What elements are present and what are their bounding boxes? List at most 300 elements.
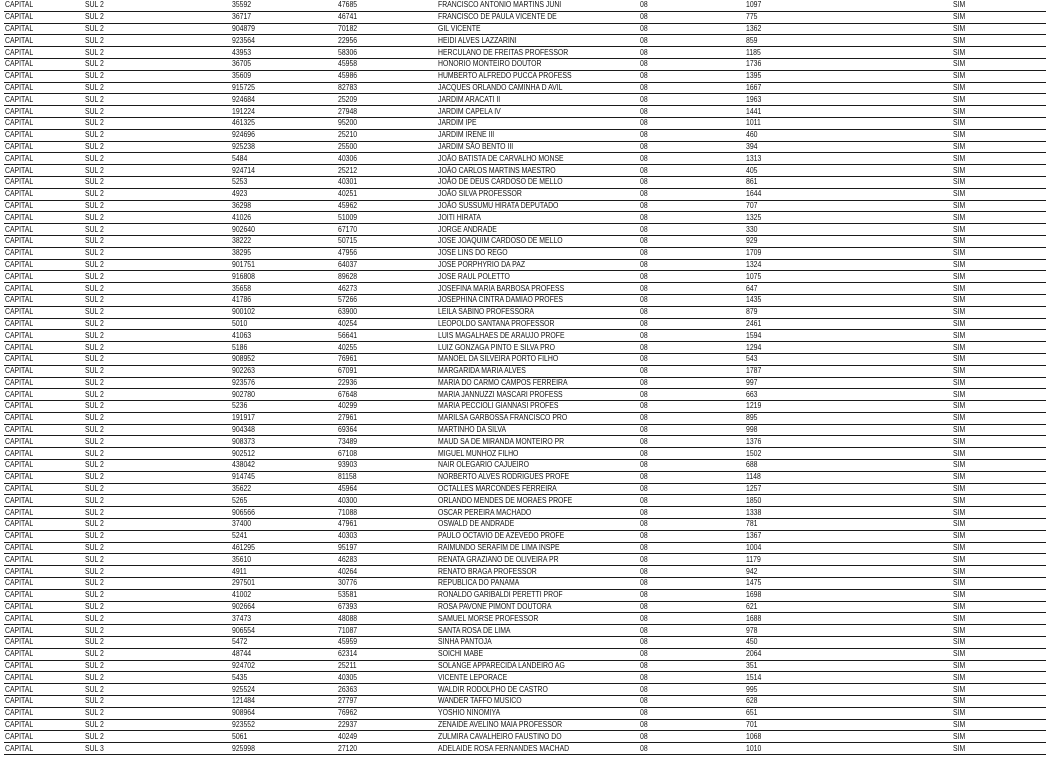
code-cell-text: 906554: [232, 625, 255, 635]
table-row: [4, 212, 1046, 224]
table-row: [4, 70, 1046, 82]
code-cell: [231, 519, 337, 531]
region-cell-text: CAPITAL: [5, 307, 34, 317]
school-name-cell: [437, 471, 639, 483]
grade-cell: [639, 35, 745, 47]
count-cell-text: 1698: [746, 590, 762, 600]
code-cell: [231, 601, 337, 613]
code-cell-text: 41002: [232, 590, 252, 600]
count-cell-text: 1362: [746, 23, 762, 33]
status-cell-text: SIM: [953, 413, 966, 423]
code-cell-text: 36298: [232, 200, 252, 210]
count-cell-text: 879: [746, 307, 758, 317]
district-cell-text: SUL 2: [85, 637, 104, 647]
district-cell: [84, 235, 231, 247]
school-name-cell: [437, 353, 639, 365]
region-cell: [4, 401, 84, 413]
grade-cell-text: 08: [640, 106, 648, 116]
region-cell: [4, 58, 84, 70]
region-cell: [4, 11, 84, 23]
grade-cell-text: 08: [640, 318, 648, 328]
grade-cell: [639, 424, 745, 436]
count-cell: [745, 731, 952, 743]
district-cell-text: SUL 2: [85, 200, 104, 210]
region-cell: [4, 507, 84, 519]
table-row: [4, 365, 1046, 377]
grade-cell: [639, 259, 745, 271]
count-cell: [745, 495, 952, 507]
district-cell: [84, 294, 231, 306]
code-cell-text: 36717: [232, 12, 252, 22]
id-cell-text: 67091: [338, 366, 358, 376]
grade-cell: [639, 554, 745, 566]
table-row: [4, 11, 1046, 23]
id-cell-text: 62314: [338, 649, 358, 659]
status-cell-text: SIM: [953, 495, 966, 505]
count-cell: [745, 412, 952, 424]
code-cell: [231, 731, 337, 743]
status-cell: [952, 353, 1046, 365]
id-cell: [337, 542, 437, 554]
school-name-cell: [437, 448, 639, 460]
table-row: [4, 507, 1046, 519]
code-cell-text: 924714: [232, 165, 255, 175]
status-cell-text: SIM: [953, 165, 966, 175]
grade-cell-text: 08: [640, 448, 648, 458]
region-cell-text: CAPITAL: [5, 130, 34, 140]
code-cell-text: 914745: [232, 472, 255, 482]
region-cell-text: CAPITAL: [5, 259, 34, 269]
district-cell-text: SUL 2: [85, 318, 104, 328]
grade-cell-text: 08: [640, 271, 648, 281]
id-cell: [337, 259, 437, 271]
id-cell: [337, 471, 437, 483]
region-cell: [4, 495, 84, 507]
school-name-cell: [437, 377, 639, 389]
id-cell-text: 45959: [338, 637, 358, 647]
status-cell-text: SIM: [953, 224, 966, 234]
district-cell: [84, 719, 231, 731]
count-cell-text: 1475: [746, 578, 762, 588]
school-name-cell-text: JOÃO DE DEUS CARDOSO DE MELLO: [438, 177, 563, 187]
count-cell-text: 997: [746, 377, 758, 387]
id-cell: [337, 365, 437, 377]
count-cell: [745, 200, 952, 212]
code-cell: [231, 743, 337, 755]
count-cell: [745, 47, 952, 59]
region-cell: [4, 589, 84, 601]
region-cell: [4, 672, 84, 684]
code-cell: [231, 129, 337, 141]
school-name-cell: [437, 35, 639, 47]
school-name-cell-text: JACQUES ORLANDO CAMINHA D AVIL: [438, 82, 563, 92]
table-row: [4, 660, 1046, 672]
id-cell: [337, 672, 437, 684]
code-cell: [231, 672, 337, 684]
district-cell-text: SUL 2: [85, 354, 104, 364]
status-cell: [952, 117, 1046, 129]
count-cell-text: 1367: [746, 531, 762, 541]
table-row: [4, 0, 1046, 11]
district-cell-text: SUL 2: [85, 543, 104, 553]
id-cell: [337, 448, 437, 460]
grade-cell: [639, 412, 745, 424]
code-cell: [231, 389, 337, 401]
table-row: [4, 648, 1046, 660]
code-cell: [231, 448, 337, 460]
count-cell: [745, 637, 952, 649]
table-row: [4, 200, 1046, 212]
count-cell-text: 1294: [746, 342, 762, 352]
id-cell-text: 45964: [338, 484, 358, 494]
region-cell-text: CAPITAL: [5, 613, 34, 623]
school-name-cell: [437, 542, 639, 554]
district-cell-text: SUL 2: [85, 212, 104, 222]
id-cell: [337, 35, 437, 47]
region-cell-text: CAPITAL: [5, 71, 34, 81]
count-cell-text: 1313: [746, 153, 762, 163]
count-cell: [745, 648, 952, 660]
code-cell: [231, 247, 337, 259]
code-cell-text: 41026: [232, 212, 252, 222]
code-cell: [231, 625, 337, 637]
id-cell-text: 58306: [338, 47, 358, 57]
table-row: [4, 117, 1046, 129]
region-cell: [4, 743, 84, 755]
status-cell: [952, 424, 1046, 436]
region-cell-text: CAPITAL: [5, 389, 34, 399]
code-cell-text: 902512: [232, 448, 255, 458]
count-cell: [745, 58, 952, 70]
code-cell-text: 923564: [232, 35, 255, 45]
school-name-cell-text: HONORIO MONTEIRO DOUTOR: [438, 59, 542, 69]
school-name-cell: [437, 424, 639, 436]
table-row: [4, 389, 1046, 401]
id-cell: [337, 660, 437, 672]
region-cell: [4, 637, 84, 649]
status-cell: [952, 259, 1046, 271]
count-cell-text: 861: [746, 177, 758, 187]
count-cell-text: 978: [746, 625, 758, 635]
table-row: [4, 719, 1046, 731]
id-cell-text: 27961: [338, 413, 358, 423]
code-cell: [231, 271, 337, 283]
status-cell-text: SIM: [953, 118, 966, 128]
region-cell-text: CAPITAL: [5, 460, 34, 470]
region-cell-text: CAPITAL: [5, 436, 34, 446]
code-cell: [231, 165, 337, 177]
code-cell: [231, 401, 337, 413]
region-cell-text: CAPITAL: [5, 283, 34, 293]
grade-cell-text: 08: [640, 35, 648, 45]
school-name-cell-text: HUMBERTO ALFREDO PUCCA PROFESS: [438, 71, 572, 81]
count-cell: [745, 401, 952, 413]
region-cell: [4, 719, 84, 731]
id-cell-text: 89628: [338, 271, 358, 281]
table-row: [4, 377, 1046, 389]
code-cell-text: 902664: [232, 602, 255, 612]
count-cell-text: 1010: [746, 743, 762, 753]
district-cell: [84, 353, 231, 365]
status-cell: [952, 294, 1046, 306]
region-cell-text: CAPITAL: [5, 720, 34, 729]
district-cell: [84, 448, 231, 460]
status-cell: [952, 318, 1046, 330]
grade-cell: [639, 271, 745, 283]
count-cell: [745, 365, 952, 377]
count-cell-text: 1441: [746, 106, 762, 116]
school-name-cell: [437, 70, 639, 82]
id-cell-text: 25211: [338, 661, 357, 671]
district-cell: [84, 471, 231, 483]
code-cell: [231, 365, 337, 377]
region-cell: [4, 436, 84, 448]
school-name-cell-text: MARIA DO CARMO CAMPOS FERREIRA: [438, 377, 568, 387]
district-cell-text: SUL 2: [85, 130, 104, 140]
id-cell: [337, 412, 437, 424]
region-cell: [4, 176, 84, 188]
status-cell-text: SIM: [953, 141, 966, 151]
district-cell-text: SUL 2: [85, 35, 104, 45]
id-cell: [337, 283, 437, 295]
table-row: [4, 129, 1046, 141]
status-cell: [952, 471, 1046, 483]
code-cell: [231, 0, 337, 11]
school-name-cell-text: JORGE ANDRADE: [438, 224, 497, 234]
school-name-cell: [437, 412, 639, 424]
district-cell: [84, 707, 231, 719]
id-cell-text: 56641: [338, 330, 358, 340]
count-cell: [745, 176, 952, 188]
grade-cell: [639, 507, 745, 519]
id-cell: [337, 153, 437, 165]
table-row: [4, 483, 1046, 495]
grade-cell-text: 08: [640, 224, 648, 234]
status-cell: [952, 578, 1046, 590]
code-cell-text: 36705: [232, 59, 252, 69]
count-cell-text: 394: [746, 141, 758, 151]
region-cell-text: CAPITAL: [5, 212, 34, 222]
code-cell: [231, 613, 337, 625]
grade-cell: [639, 601, 745, 613]
grade-cell: [639, 672, 745, 684]
district-cell: [84, 330, 231, 342]
grade-cell-text: 08: [640, 82, 648, 92]
district-cell: [84, 47, 231, 59]
grade-cell: [639, 306, 745, 318]
status-cell-text: SIM: [953, 94, 966, 104]
code-cell-text: 4911: [232, 566, 247, 576]
status-cell: [952, 448, 1046, 460]
id-cell-text: 64037: [338, 259, 358, 269]
grade-cell-text: 08: [640, 519, 648, 529]
school-name-cell-text: ORLANDO MENDES DE MORAES PROFE: [438, 495, 573, 505]
region-cell-text: CAPITAL: [5, 495, 34, 505]
region-cell: [4, 684, 84, 696]
count-cell-text: 1787: [746, 366, 762, 376]
code-cell: [231, 141, 337, 153]
grade-cell-text: 08: [640, 283, 648, 293]
count-cell-text: 707: [746, 200, 758, 210]
school-name-cell: [437, 23, 639, 35]
table-row: [4, 743, 1046, 755]
table-row: [4, 625, 1046, 637]
table-row: [4, 471, 1046, 483]
id-cell-text: 45962: [338, 200, 358, 210]
id-cell-text: 47961: [338, 519, 358, 529]
school-name-cell: [437, 129, 639, 141]
table-row: [4, 188, 1046, 200]
status-cell: [952, 224, 1046, 236]
id-cell-text: 47956: [338, 248, 358, 258]
id-cell: [337, 11, 437, 23]
district-cell-text: SUL 2: [85, 248, 104, 258]
id-cell-text: 95197: [338, 543, 358, 553]
table-row: [4, 637, 1046, 649]
status-cell: [952, 648, 1046, 660]
status-cell: [952, 141, 1046, 153]
district-cell-text: SUL 2: [85, 366, 104, 376]
status-cell-text: SIM: [953, 259, 966, 269]
id-cell: [337, 436, 437, 448]
table-row: [4, 58, 1046, 70]
region-cell-text: CAPITAL: [5, 661, 34, 671]
district-cell-text: SUL 2: [85, 436, 104, 446]
id-cell-text: 45958: [338, 59, 358, 69]
school-name-cell: [437, 176, 639, 188]
count-cell: [745, 589, 952, 601]
district-cell: [84, 554, 231, 566]
count-cell: [745, 153, 952, 165]
grade-cell-text: 08: [640, 672, 648, 682]
grade-cell: [639, 660, 745, 672]
region-cell: [4, 424, 84, 436]
status-cell: [952, 519, 1046, 531]
code-cell-text: 908964: [232, 708, 255, 718]
grade-cell: [639, 212, 745, 224]
id-cell: [337, 637, 437, 649]
code-cell-text: 901751: [232, 259, 255, 269]
count-cell: [745, 601, 952, 613]
district-cell: [84, 58, 231, 70]
grade-cell: [639, 318, 745, 330]
table-row: [4, 530, 1046, 542]
count-cell: [745, 306, 952, 318]
id-cell-text: 71087: [338, 625, 358, 635]
status-cell: [952, 719, 1046, 731]
table-row: [4, 271, 1046, 283]
grade-cell-text: 08: [640, 566, 648, 576]
code-cell: [231, 495, 337, 507]
count-cell: [745, 294, 952, 306]
table-row: [4, 47, 1046, 59]
id-cell-text: 22956: [338, 35, 358, 45]
region-cell-text: CAPITAL: [5, 590, 34, 600]
count-cell-text: 663: [746, 389, 758, 399]
school-name-cell-text: SINHA PANTOJA: [438, 637, 492, 647]
grade-cell: [639, 589, 745, 601]
district-cell-text: SUL 2: [85, 307, 104, 317]
table-row: [4, 165, 1046, 177]
id-cell-text: 22937: [338, 720, 358, 729]
region-cell-text: CAPITAL: [5, 224, 34, 234]
table-row: [4, 542, 1046, 554]
grade-cell: [639, 330, 745, 342]
count-cell-text: 995: [746, 684, 758, 694]
district-cell: [84, 117, 231, 129]
table-row: [4, 589, 1046, 601]
code-cell-text: 5241: [232, 531, 248, 541]
region-cell-text: CAPITAL: [5, 59, 34, 69]
grade-cell-text: 08: [640, 259, 648, 269]
region-cell: [4, 377, 84, 389]
region-cell-text: CAPITAL: [5, 413, 34, 423]
id-cell: [337, 224, 437, 236]
table-row: [4, 23, 1046, 35]
count-cell: [745, 542, 952, 554]
school-name-cell-text: OCTALLES MARCONDES FERREIRA: [438, 484, 557, 494]
district-cell: [84, 23, 231, 35]
region-cell: [4, 106, 84, 118]
grade-cell: [639, 188, 745, 200]
count-cell: [745, 660, 952, 672]
status-cell-text: SIM: [953, 566, 966, 576]
id-cell: [337, 401, 437, 413]
school-name-cell: [437, 637, 639, 649]
school-name-cell: [437, 613, 639, 625]
district-cell-text: SUL 2: [85, 12, 104, 22]
table-row: [4, 247, 1046, 259]
id-cell: [337, 719, 437, 731]
table-row: [4, 141, 1046, 153]
code-cell: [231, 70, 337, 82]
status-cell-text: SIM: [953, 200, 966, 210]
code-cell: [231, 377, 337, 389]
school-name-cell: [437, 200, 639, 212]
school-name-cell-text: WALDIR RODOLPHO DE CASTRO: [438, 684, 548, 694]
count-cell-text: 701: [746, 720, 758, 729]
id-cell-text: 40301: [338, 177, 358, 187]
status-cell-text: SIM: [953, 448, 966, 458]
grade-cell-text: 08: [640, 720, 648, 729]
id-cell: [337, 47, 437, 59]
district-cell: [84, 188, 231, 200]
grade-cell: [639, 460, 745, 472]
school-name-cell-text: JOITI HIRATA: [438, 212, 481, 222]
code-cell-text: 121484: [232, 696, 255, 706]
school-name-cell-text: JARDIM SÃO BENTO III: [438, 141, 514, 151]
district-cell-text: SUL 2: [85, 731, 104, 741]
grade-cell-text: 08: [640, 47, 648, 57]
grade-cell: [639, 153, 745, 165]
region-cell-text: CAPITAL: [5, 35, 34, 45]
count-cell: [745, 519, 952, 531]
table-row: [4, 259, 1046, 271]
region-cell: [4, 660, 84, 672]
grade-cell: [639, 58, 745, 70]
table-row: [4, 82, 1046, 94]
district-cell-text: SUL 2: [85, 82, 104, 92]
grade-cell-text: 08: [640, 554, 648, 564]
school-name-cell-text: HEIDI ALVES LAZZARINI: [438, 35, 517, 45]
status-cell: [952, 589, 1046, 601]
id-cell: [337, 648, 437, 660]
grade-cell: [639, 294, 745, 306]
school-name-cell-text: VICENTE LEPORACE: [438, 672, 508, 682]
grade-cell: [639, 117, 745, 129]
region-cell-text: CAPITAL: [5, 519, 34, 529]
district-cell-text: SUL 2: [85, 625, 104, 635]
